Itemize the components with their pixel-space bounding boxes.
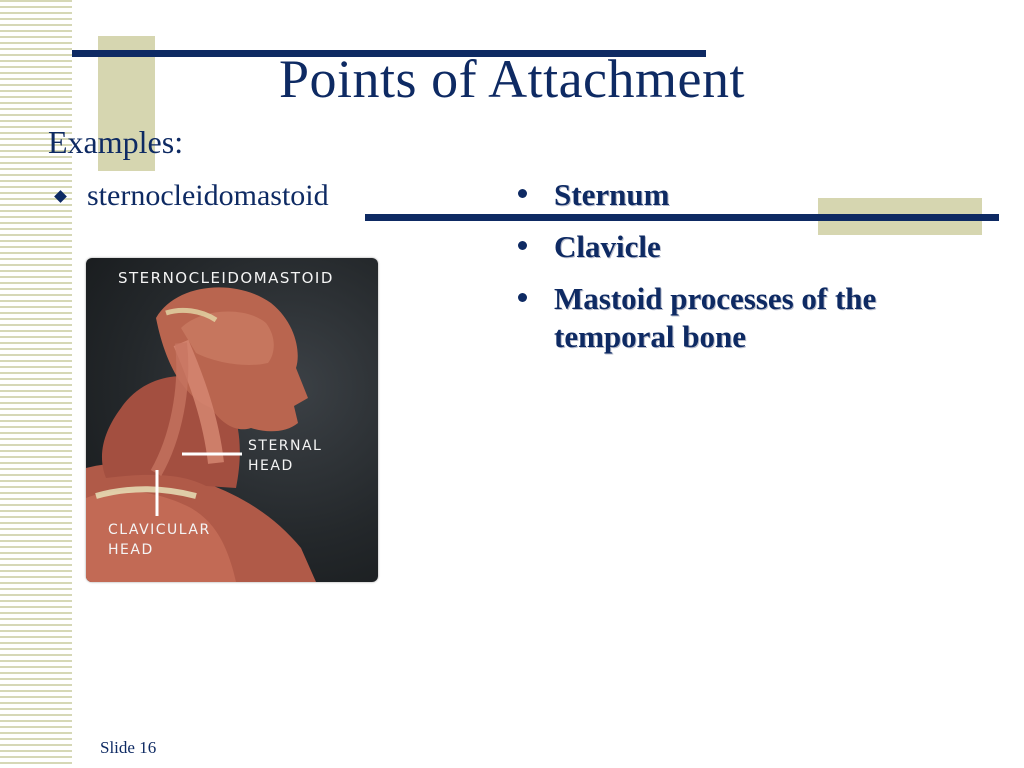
list-item: Clavicle bbox=[512, 228, 982, 266]
sternal-head-label: STERNAL HEAD bbox=[248, 438, 323, 474]
examples-label: Examples: bbox=[48, 124, 184, 160]
list-item: Sternum bbox=[512, 176, 982, 214]
slide-title: Points of Attachment bbox=[279, 49, 745, 109]
bullet-dot-icon bbox=[518, 241, 527, 250]
left-bullet-item bbox=[52, 176, 329, 216]
figure-title: STERNOCLEIDOMASTOID bbox=[118, 269, 334, 287]
bullet-dot-icon bbox=[518, 189, 527, 198]
diamond-bullet-icon bbox=[54, 190, 67, 203]
clavicular-head-label: CLAVICULAR HEAD bbox=[108, 522, 211, 558]
decorative-stripes bbox=[0, 0, 72, 768]
attachment-list bbox=[512, 176, 982, 370]
anatomy-illustration bbox=[86, 258, 378, 582]
left-bullet-text: sternocleidomastoid bbox=[87, 179, 329, 212]
list-item: Mastoid processes of the temporal bone bbox=[512, 280, 982, 356]
bullet-dot-icon bbox=[518, 293, 527, 302]
slide-number: Slide 16 bbox=[100, 738, 157, 757]
